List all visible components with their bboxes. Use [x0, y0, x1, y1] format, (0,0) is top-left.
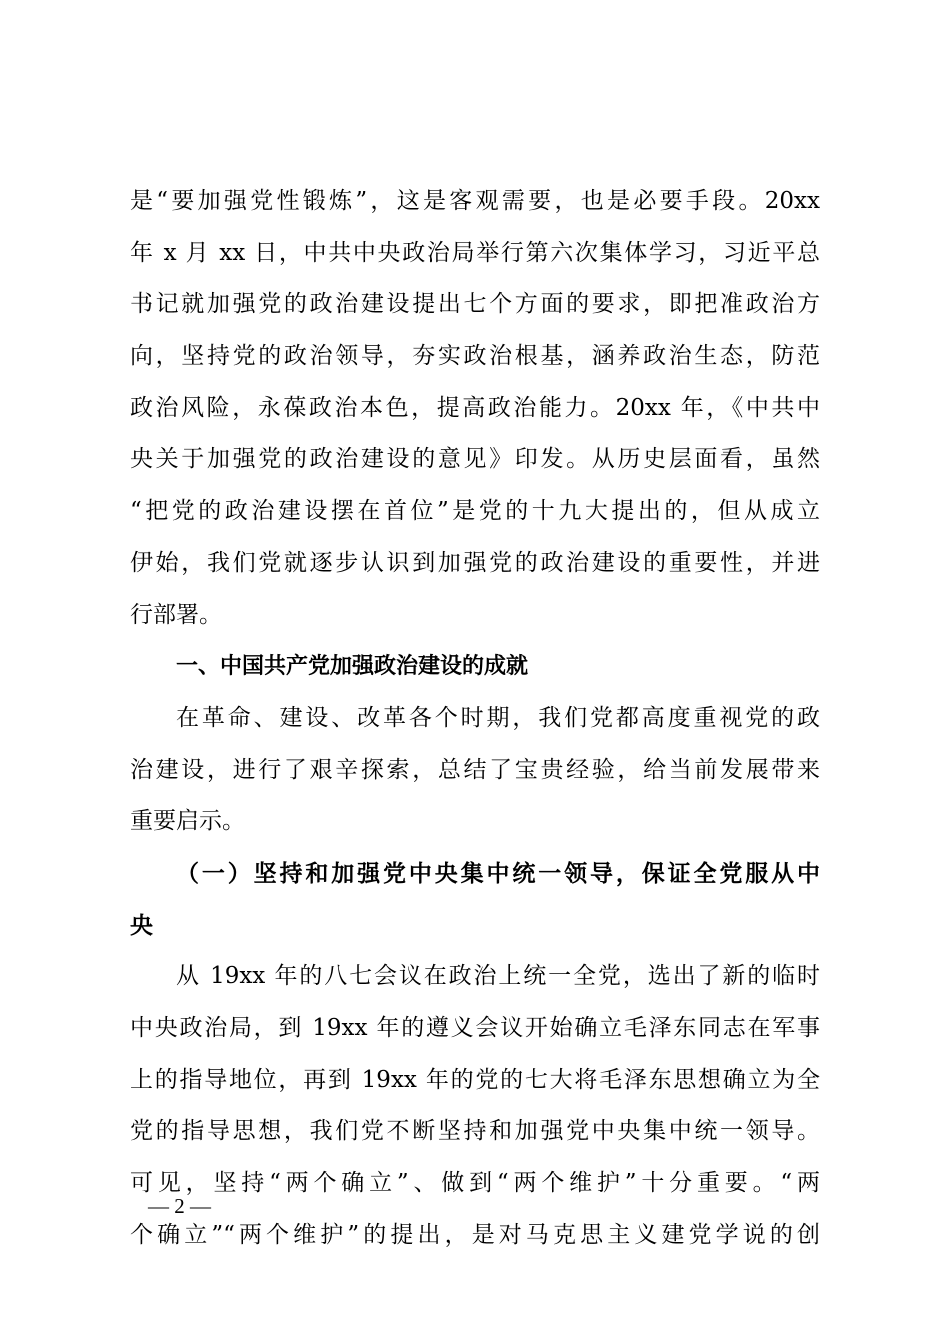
heading-line: 一、中国共产党加强政治建设的成就	[176, 654, 529, 680]
text-line: 在革命、建设、改革各个时期，我们党都高度重视党的政	[176, 704, 820, 731]
text-line: 上的指导地位，再到 19xx 年的党的七大将毛泽东思想确立为全	[130, 1066, 820, 1093]
heading-line: （一）坚持和加强党中央集中统一领导，保证全党服从中	[176, 859, 820, 887]
heading-line: 央	[130, 911, 153, 939]
text-line: 从 19xx 年的八七会议在政治上统一全党，选出了新的临时	[176, 963, 820, 990]
document-body	[130, 176, 820, 1261]
text-line: 中央政治局，到 19xx 年的遵义会议开始确立毛泽东同志在军事	[130, 1015, 820, 1041]
text-line: 年 x 月 xx 日，中共中央政治局举行第六次集体学习，习近平总	[130, 239, 820, 266]
text-line: 书记就加强党的政治建设提出七个方面的要求，即把准政治方	[130, 291, 820, 318]
section-heading	[130, 641, 820, 693]
text-line: 政治风险，永葆政治本色，提高政治能力。20xx 年，《中共中	[130, 394, 820, 421]
text-line: 行部署。	[130, 601, 222, 628]
text-line: 治建设，进行了艰辛探索，总结了宝贵经验，给当前发展带来	[130, 756, 820, 783]
paragraph	[130, 951, 820, 1261]
paragraph	[130, 176, 820, 641]
text-line: 个确立”“两个维护”的提出，是对马克思主义建党学说的创	[130, 1221, 820, 1248]
text-line: 伊始，我们党就逐步认识到加强党的政治建设的重要性，并进	[130, 549, 820, 576]
subsection-heading	[130, 848, 820, 951]
text-line: 党的指导思想，我们党不断坚持和加强党中央集中统一领导。	[130, 1118, 820, 1145]
text-line: 可见，坚持“两个确立”、做到“两个维护”十分重要。“两	[130, 1170, 820, 1197]
text-line: 重要启示。	[130, 808, 245, 835]
page-number: — 2 —	[148, 1194, 211, 1218]
text-line: 向，坚持党的政治领导，夯实政治根基，涵养政治生态，防范	[130, 343, 820, 370]
text-line: 央关于加强党的政治建设的意见》印发。从历史层面看，虽然	[130, 446, 820, 473]
text-line: 是“要加强党性锻炼”，这是客观需要，也是必要手段。20xx	[130, 188, 820, 214]
paragraph	[130, 693, 820, 848]
text-line: “把党的政治建设摆在首位”是党的十九大提出的，但从成立	[130, 498, 820, 525]
